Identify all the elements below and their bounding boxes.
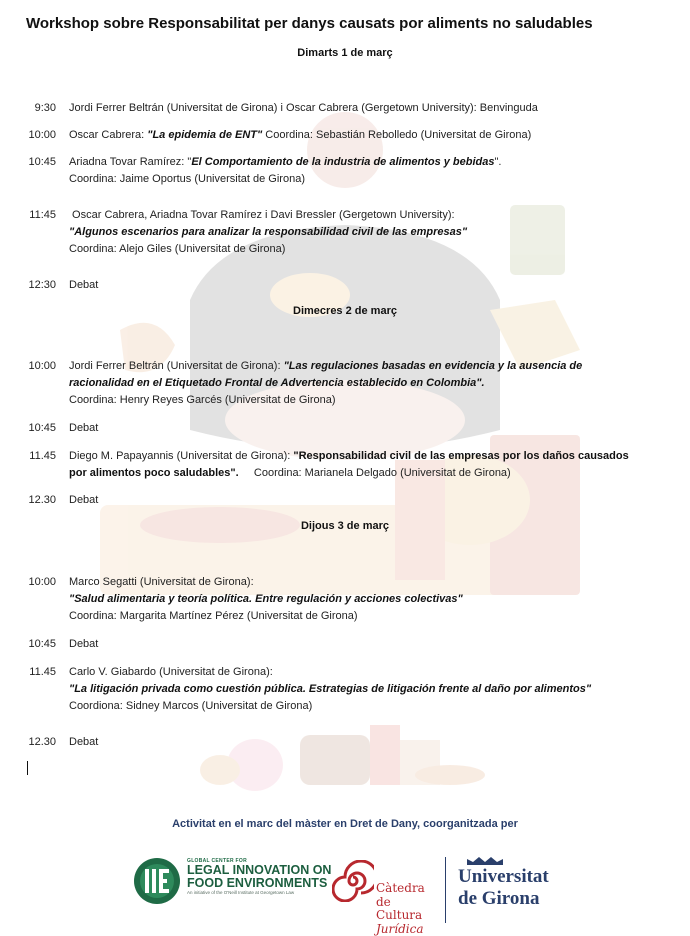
- schedule-body: Debat: [69, 422, 99, 434]
- day-heading: Dijous 3 de març: [300, 520, 390, 532]
- day-heading: Dimarts 1 de març: [297, 47, 393, 59]
- catedra-wordmark: Càtedra de Cultura Jurídica: [376, 881, 425, 936]
- schedule-body: Debat: [69, 279, 99, 291]
- schedule-time: 11:45: [29, 209, 56, 221]
- glife-logo-icon: [133, 857, 181, 905]
- schedule-body: Carlo V. Giabardo (Universitat de Girona): "La litigación privada como cuestión pública. Estrategias de litigación frente al daño por alimentos" Coordiona: Sidney Marcos (Universitat de Girona): [69, 666, 592, 712]
- schedule-body: Oscar Cabrera, Ariadna Tovar Ramírez i Davi Bressler (Gergetown University): "Algunos escenarios para analizar la responsabilidad civil de las empresas" Coordina: Alejo Giles (Universitat de Girona): [69, 209, 468, 255]
- schedule-body: Ariadna Tovar Ramírez: "El Comportamiento de la industria de alimentos y bebidas". Coordina: Jaime Oportus (Universitat de Girona): [69, 156, 502, 185]
- spiral-icon: [332, 860, 374, 902]
- schedule-body: Diego M. Papayannis (Universitat de Girona): "Responsabilidad civil de las empresas por los daños causados por alimentos poco saludables". Coordina: Marianela Delgado (Universitat de Girona): [69, 450, 629, 479]
- schedule-time: 10:45: [28, 638, 56, 650]
- schedule-time: 9:30: [34, 102, 56, 114]
- schedule-time: 12.30: [28, 736, 56, 748]
- catedra-cultura-juridica-logo: [332, 857, 437, 936]
- schedule-body: Debat: [69, 494, 99, 506]
- schedule-time: 10:45: [28, 156, 56, 168]
- legal-innovation-logo: [133, 855, 333, 907]
- schedule-body: Debat: [69, 638, 99, 650]
- schedule-body: Jordi Ferrer Beltrán (Universitat de Girona) i Oscar Cabrera (Gergetown University): Benvinguda: [69, 102, 538, 114]
- day-heading: Dimecres 2 de març: [293, 305, 397, 317]
- schedule-time: 10:00: [28, 360, 56, 372]
- udg-crest-icon: [465, 856, 505, 866]
- schedule-body: Jordi Ferrer Beltrán (Universitat de Girona): "Las regulaciones basadas en evidencia y la ausencia de racionalidad en el Etiquetado Frontal de Advertencia establecido en Colombia". Coordina: Henry Reyes Garcés (Universitat de Girona): [69, 360, 583, 406]
- schedule-body: Marco Segatti (Universitat de Girona): "Salud alimentaria y teoría política. Entre regulación y acciones colectivas" Coordina: Margarita Martínez Pérez (Universitat de Girona): [69, 576, 463, 622]
- document-title: Workshop sobre Responsabilitat per danys causats por aliments no saludables: [26, 15, 593, 32]
- schedule-time: 10:00: [28, 576, 56, 588]
- schedule-time: 11.45: [29, 666, 56, 678]
- legal-innovation-wordmark: GLOBAL CENTER FOR LEGAL INNOVATION ON FOOD ENVIRONMENTS An initiative of the O'Neill Institute at Georgetown Law: [187, 858, 332, 895]
- text-cursor[interactable]: [27, 761, 28, 775]
- logo-divider: [445, 857, 446, 923]
- schedule-time: 10:00: [28, 129, 56, 141]
- footer-organizers-text: Activitat en el marc del màster en Dret de Dany, coorganitzada per: [172, 818, 518, 830]
- schedule-time: 12:30: [28, 279, 56, 291]
- schedule-body: Oscar Cabrera: "La epidemia de ENT" Coordina: Sebastián Rebolledo (Universitat de Girona): [69, 129, 532, 141]
- schedule-time: 11.45: [29, 450, 56, 462]
- schedule-body: Debat: [69, 736, 99, 748]
- universitat-de-girona-logo: Universitat de Girona: [458, 866, 549, 909]
- schedule-time: 10:45: [28, 422, 56, 434]
- schedule-time: 12.30: [28, 494, 56, 506]
